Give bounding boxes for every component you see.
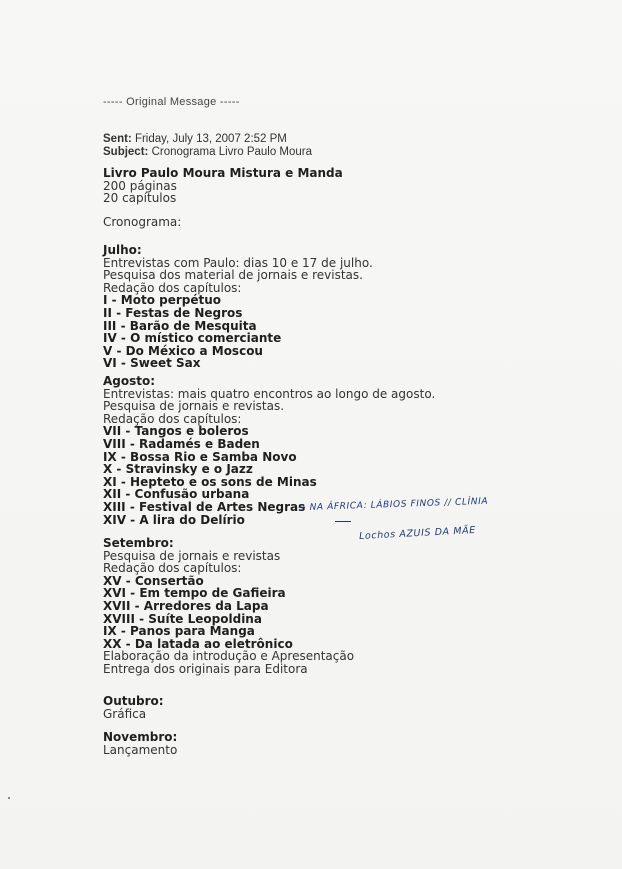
subject-label: Subject: bbox=[103, 146, 149, 158]
section-outubro bbox=[103, 695, 164, 720]
section-line: Elaboração da introdução e Apresentação bbox=[103, 649, 355, 664]
section-julho bbox=[103, 244, 373, 370]
section-line: Pesquisa dos material de jornais e revistas. bbox=[103, 268, 363, 283]
section-line: Entrevistas com Paulo: dias 10 e 17 de julho. bbox=[103, 255, 373, 270]
chapter-item: IX - Bossa Rio e Samba Novo bbox=[103, 449, 297, 464]
chapter-item: IX - Panos para Manga bbox=[103, 624, 255, 639]
chapter-item: XVII - Arredores da Lapa bbox=[103, 598, 269, 613]
original-message-divider: ----- Original Message ----- bbox=[103, 96, 240, 108]
chapter-item: XIII - Festival de Artes Negras bbox=[103, 499, 306, 514]
section-line: Lançamento bbox=[103, 742, 178, 757]
chapter-item: X - Stravinsky e o Jazz bbox=[103, 462, 253, 477]
paper-speck bbox=[8, 797, 10, 799]
book-chapters: 20 capítulos bbox=[103, 191, 177, 206]
sent-value: Friday, July 13, 2007 2:52 PM bbox=[134, 133, 287, 145]
chapter-item: XX - Da latada ao eletrônico bbox=[103, 636, 293, 651]
sent-label: Sent: bbox=[103, 133, 132, 145]
section-novembro bbox=[103, 731, 177, 756]
chapter-item: III - Barão de Mesquita bbox=[103, 318, 257, 333]
chapter-item: V - Do México a Moscou bbox=[103, 343, 263, 358]
section-setembro bbox=[103, 537, 354, 676]
handwritten-note-1: → NA ÁFRICA: LÁBIOS FINOS // CLÍNIA bbox=[297, 496, 489, 514]
book-info bbox=[103, 167, 343, 205]
handwritten-note-2: Lochos AZUIS DA MÃE bbox=[358, 524, 477, 543]
sent-line bbox=[103, 133, 287, 145]
cronograma-label: Cronograma: bbox=[103, 215, 182, 229]
chapter-item: IV - O místico comerciante bbox=[103, 331, 282, 346]
chapter-item: II - Festas de Negros bbox=[103, 305, 243, 320]
section-line: Entrega dos originais para Editora bbox=[103, 661, 308, 676]
chapter-item: XI - Hepteto e os sons de Minas bbox=[103, 474, 317, 489]
chapter-item: XVI - Em tempo de Gafieira bbox=[103, 586, 286, 601]
section-line: Redação dos capítulos: bbox=[103, 561, 242, 576]
book-pages: 200 páginas bbox=[103, 178, 177, 193]
chapter-item: XII - Confusão urbana bbox=[103, 487, 250, 502]
chapter-item: VIII - Radamés e Baden bbox=[103, 436, 260, 451]
section-line: Pesquisa de jornais e revistas bbox=[103, 548, 281, 563]
book-title: Livro Paulo Moura Mistura e Manda bbox=[103, 166, 343, 180]
chapter-item: XV - Consertão bbox=[103, 573, 204, 588]
section-heading: Novembro: bbox=[103, 730, 178, 744]
chapter-item: XVIII - Suíte Leopoldina bbox=[103, 611, 262, 626]
section-heading: Agosto: bbox=[103, 374, 156, 388]
chapter-item: XIV - A lira do Delírio bbox=[103, 512, 245, 527]
section-line: Redação dos capítulos: bbox=[103, 280, 242, 295]
section-line: Entrevistas: mais quatro encontros ao longo de agosto. bbox=[103, 386, 436, 401]
chapter-item: VII - Tangos e boleros bbox=[103, 424, 249, 439]
section-line: Gráfica bbox=[103, 706, 147, 721]
section-heading: Setembro: bbox=[103, 536, 174, 550]
section-line: Pesquisa de jornais e revistas. bbox=[103, 399, 285, 414]
subject-value: Cronograma Livro Paulo Moura bbox=[151, 146, 313, 158]
subject-line bbox=[103, 146, 312, 158]
chapter-item: VI - Sweet Sax bbox=[103, 356, 201, 371]
chapter-item: I - Moto perpétuo bbox=[103, 293, 222, 308]
section-line: Redação dos capítulos: bbox=[103, 411, 242, 426]
section-heading: Outubro: bbox=[103, 694, 164, 708]
handwritten-dash bbox=[335, 521, 351, 522]
section-heading: Julho: bbox=[103, 243, 142, 257]
